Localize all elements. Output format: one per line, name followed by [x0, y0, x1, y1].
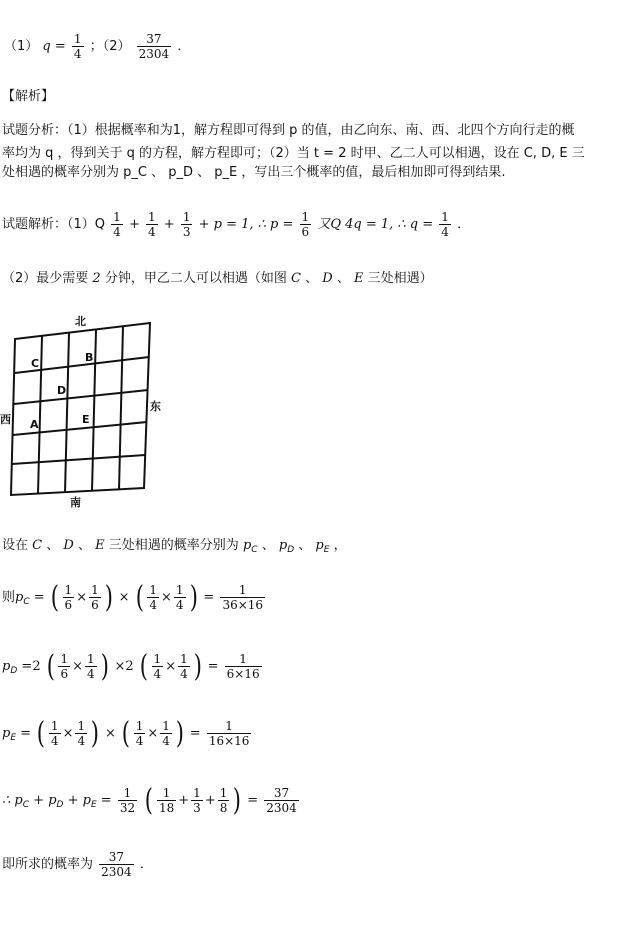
grid-point-d: D [57, 384, 67, 397]
answer-line: （1） q = $\frac{1}{4}$ ；（2） $\frac{37}{2304}$ ． [4, 32, 191, 61]
answer-separator: ；（2） [89, 39, 131, 54]
solution-part1: 试题解析：（1）Q $\frac{1}{4}$ + $\frac{1}{4}$ + $\frac{1}{3}$ + p = 1, ∴ p = $\frac{1}{6}$ 又Q 4q = 1, ∴ q = $\frac{1}{4}$ ． [2, 210, 471, 239]
answer-q-equation: q = [42, 39, 66, 54]
grid-point-c: C [31, 357, 40, 370]
answer-q-fraction: $\frac{1}{4}$ [73, 32, 82, 61]
answer-part1-label: （1） [4, 39, 39, 54]
grid-point-a: A [30, 418, 39, 431]
equation-pc: 则$p_C$ = ( $\frac{1}{6}$ × $\frac{1}{6}$ ) × ( $\frac{1}{4}$ × $\frac{1}{4}$ ) = $\frac{1}{36\times 16}$ [2, 580, 264, 615]
grid-north-label: 北 [75, 315, 86, 328]
set-line: 设在 C 、 D 、 E 三处相遇的概率分别为 $p_C$ 、 $p_D$ 、 $p_E$ ， [2, 538, 347, 555]
grid-south-label: 南 [70, 496, 81, 509]
grid-east-label: 东 [150, 400, 161, 413]
grid-point-b: B [85, 351, 94, 364]
equation-pd: $p_D =2$ ( $\frac{1}{6}$ × $\frac{1}{4}$ ) ×2 ( $\frac{1}{4}$ × $\frac{1}{4}$ ) = $\frac{1}{6\times 16}$ [2, 649, 260, 684]
equation-pe: $p_E$ = ( $\frac{1}{4}$ × $\frac{1}{4}$ ) × ( $\frac{1}{4}$ × $\frac{1}{4}$ ) = $\frac{1}{16\times 16}$ [2, 716, 250, 751]
grid-border [11, 323, 150, 495]
final-answer: 即所求的概率为 $\frac{37}{2304}$ ． [2, 850, 153, 879]
analysis-line-2: 率均为 q ，得到关于 q 的方程，解方程即可；（2）当 t = 2 时甲、乙二人可以相遇，设在 C, D, E 三 [2, 146, 585, 161]
part2-line: （2）最少需要 2 分钟，甲乙二人可以相遇（如图 C 、 D 、 E 三处相遇） [2, 271, 433, 286]
grid-figure [0, 310, 170, 510]
equation-sum: ∴ $p_C + p_D + p_E$ = $\frac{1}{32}$ ( $\frac{1}{18}$ + $\frac{1}{3}$ + $\frac{1}{8}$ ) = $\frac{37}{2304}$ [2, 783, 297, 818]
grid-west-label: 西 [0, 413, 11, 426]
analysis-line-1: 试题分析：（1）根据概率和为1，解方程即可得到 p 的值，由乙向东、南、西、北四个方向行走的概 [2, 123, 575, 138]
grid-point-e: E [82, 413, 90, 426]
answer-fraction: $\frac{37}{2304}$ [138, 32, 170, 61]
analysis-line-3: 处相遇的概率分别为 p_C 、 p_D 、 p_E ，写出三个概率的值，最后相加即可得到结果. [2, 165, 506, 180]
section-title: 【解析】 [2, 89, 55, 104]
